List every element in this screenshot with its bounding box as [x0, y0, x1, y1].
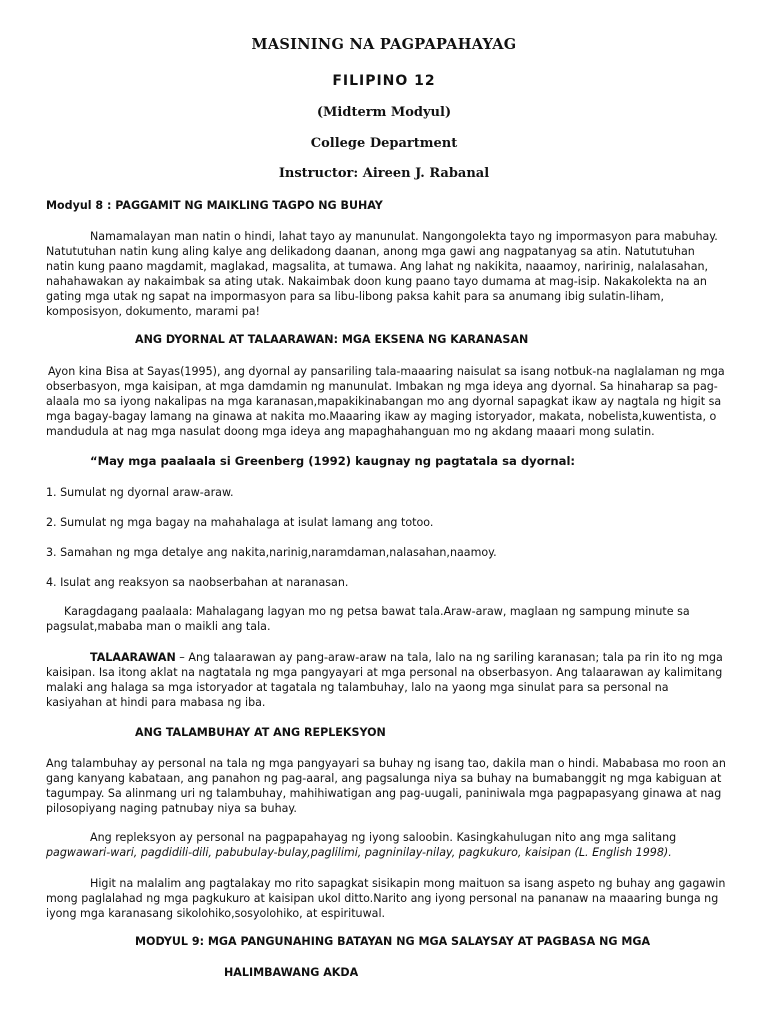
talaarawan-definition: – Ang talaarawan ay pang-araw-araw na tala, lalo na ng sariling karanasan; tala pa rin ito ng mga kaisipan. Isa itong aklat na nagtatala ng mga pangyayari at mga personal na obserbasyon. Ang talaarawan ay kalimitang malaki ang halaga sa mga istoryador at tagatala ng talambuhay, lalo na yaong mga sinulat para sa personal na kasiyahan at hindi para mabasa ng iba. [46, 651, 723, 709]
greenberg-intro: “May mga paalaala si Greenberg (1992) kaugnay ng pagtatala sa dyornal: [90, 454, 576, 468]
repleksyon-paragraph [46, 830, 726, 860]
modyul9-heading-continued: HALIMBAWANG AKDA [224, 966, 359, 979]
talambuhay-paragraph: Ang talambuhay ay personal na tala ng mga pangyayari sa buhay ng isang tao, dakila man o hindi. Mababasa mo roon an gang kanyang kabataan, ang panahon ng pag-aaral, ang pagsalunga niya sa buhay na bumabanggit ng mga kabiguan at tagumpay. Sa alinmang uri ng talambuhay, mahihiwatigan ang pag-uugali, paniniwala mga pagpapasyang ginawa at nag pilosopiyang naging patnubay niya sa buhay. [46, 757, 726, 815]
department: College Department [310, 136, 458, 151]
modyul8-heading: Modyul 8 : PAGGAMIT NG MAIKLING TAGPO NG BUHAY [46, 199, 383, 212]
talaarawan-paragraph [46, 650, 726, 710]
list-item: 2. Sumulat ng mga bagay na mahahalaga at isulat lamang ang totoo. [46, 516, 434, 529]
list-item: 3. Samahan ng mga detalye ang nakita,narinig,naramdaman,nalasahan,naamoy. [46, 546, 497, 559]
document-title: MASINING NA PAGPAPAHAYAG [251, 36, 517, 53]
course-code: FILIPINO 12 [332, 73, 436, 89]
dyornal-paragraph: Ayon kina Bisa at Sayas(1995), ang dyornal ay pansariling tala-maaaring naisulat sa isang notbuk-na naglalaman ng mga obserbasyon, mga kaisipan, at mga damdamin ng manunulat. Imbakan ng mga ideya ang dyornal. Sa hinaharap sa pag-alaala mo sa iyong nakalipas na mga karanasan,mapakikinabangan mo ang dyornal sapagkat ikaw ay nagtala ng higit sa mga bagay-bagay lamang na ginawa at nakita mo.Maaaring ikaw ay maging istoryador, makata, nobelista,kuwentista, o mandudula at nag mga nasulat doong mga ideya ang mapaghahanguan mo ng akdang maaari mong sulatin. [46, 365, 725, 438]
modyul9-heading: MODYUL 9: MGA PANGUNAHING BATAYAN NG MGA SALAYSAY AT PAGBASA NG MGA [135, 935, 651, 948]
talaarawan-term: TALAARAWAN [90, 651, 176, 664]
instructor: Instructor: Aireen J. Rabanal [278, 166, 490, 181]
talambuhay-heading: ANG TALAMBUHAY AT ANG REPLEKSYON [135, 726, 386, 739]
list-item: 4. Isulat ang reaksyon sa naobserbahan at naranasan. [46, 576, 349, 589]
pagtalakay-paragraph: Higit na malalim ang pagtalakay mo rito sapagkat sisikapin mong maituon sa isang aspeto ng buhay ang gagawin mong paglalahad ng mga pagkukuro at kaisipan ukol ditto.Narito ang iyong personal na pananaw na maaaring bunga ng iyong mga karanasang sikolohiko,sosyolohiko, at espirituwal. [46, 877, 726, 920]
karagdagan-paragraph: Karagdagang paalaala: Mahalagang lagyan mo ng petsa bawat tala.Araw-araw, maglaan ng sampung minute sa pagsulat,mababa man o maikli ang tala. [46, 605, 690, 633]
repleksyon-lead: Ang repleksyon ay personal na pagpapahayag ng iyong saloobin. Kasingkahulugan nito ang mga salitang [90, 831, 677, 844]
modyul8-intro-paragraph: Namamalayan man natin o hindi, lahat tayo ay manunulat. Nangongolekta tayo ng impormasyon para mabuhay. Natututuhan natin kung aling kalye ang delikadong daanan, anong mga gawi ang nagpatanyag sa atin. Natututuhan natin kung paano magdamit, maglakad, magsalita, at tumawa. Ang lahat ng nakikita, naaamoy, naririnig, nalalasahan, nahahawakan ay nakaimbak sa ating utak. Nakaimbak doon kung paano tayo dumama at mag-isip. Nakakolekta na an gating mga utak ng sapat na impormasyon para sa libu-libong paksa kahit para sa anumang ibig sulatin-liham, komposisyon, dokumento, marami pa! [46, 230, 718, 318]
list-item: 1. Sumulat ng dyornal araw-araw. [46, 486, 234, 499]
repleksyon-terms: pagwawari-wari, pagdidili-dili, pabubulay-bulay,paglilimi, pagninilay-nilay, pagkukuro, kaisipan (L. English 1998). [46, 846, 672, 859]
dyornal-heading: ANG DYORNAL AT TALAARAWAN: MGA EKSENA NG KARANASAN [135, 333, 529, 346]
module-type: (Midterm Modyul) [316, 105, 452, 120]
